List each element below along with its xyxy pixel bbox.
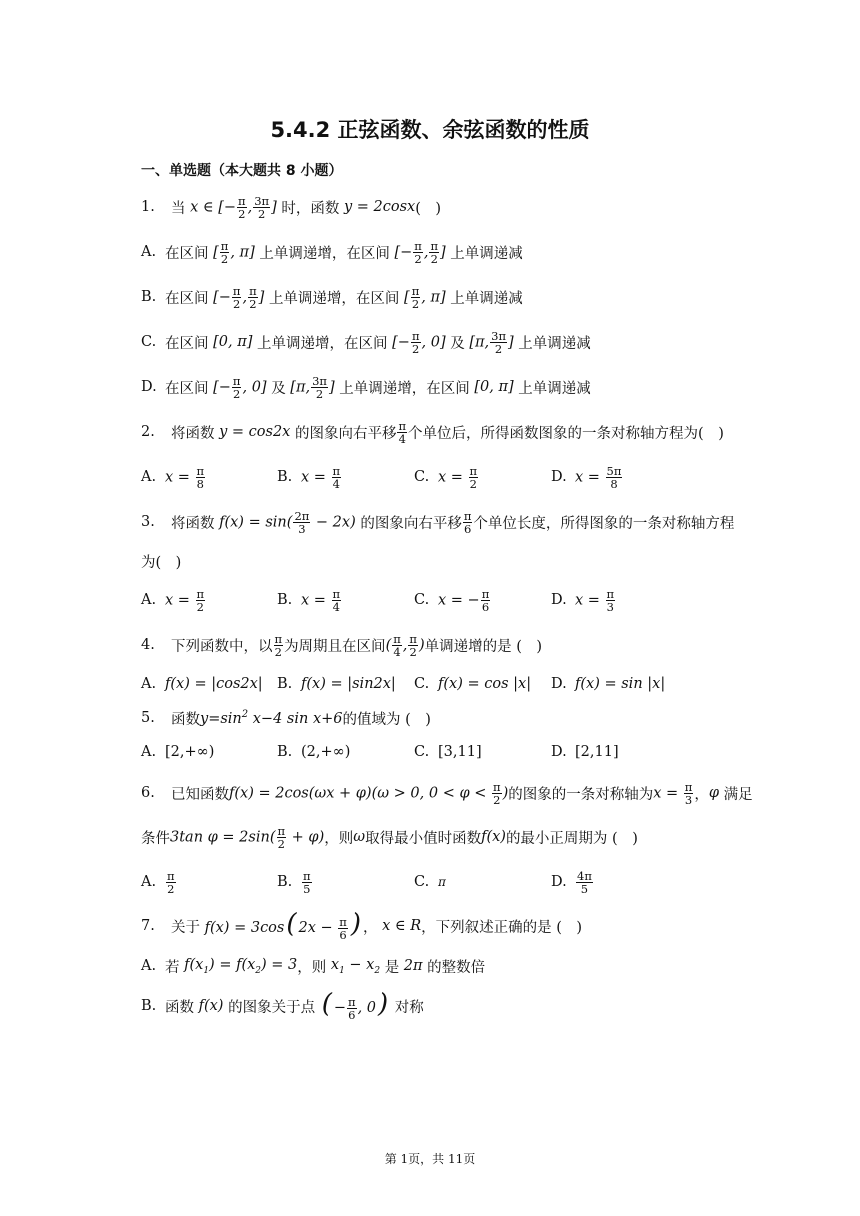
option-5c: C. [3,11] <box>414 744 482 760</box>
option-4a: A. f(x) = |cos2x| <box>141 676 263 692</box>
option-3b: B. x = $\frac{\pi}{4}$ <box>277 586 341 614</box>
question-6-cont: 条件 3tan φ = 2sin( $\frac{\pi}{2}$ + φ) ，则 ω 取得最小值时函数 f(x) 的最小正周期为 ( ) <box>141 823 638 851</box>
option-7b: B. 函数 f(x) 的图象关于点 ( − $\frac{\pi}{6}$ , 0) 对称 <box>141 989 424 1022</box>
option-1c: C. 在区间 [0, π] 上单调递增，在区间 [− $\frac{\pi}{2}$ , 0] 及 [π, $\frac{3\pi}{2}$ ] 上单调递减 <box>141 328 591 356</box>
option-5d: D. [2,11] <box>551 744 619 760</box>
question-2: 2. 将函数 y = cos2x 的图象向右平移 $\frac{\pi}{4}$ 个单位后，所得函数图象的一条对称轴方程为( ) <box>141 418 724 446</box>
option-4c: C. f(x) = cos |x| <box>414 676 532 692</box>
page-title: 5.4.2 正弦函数、余弦函数的性质 <box>270 118 590 142</box>
question-5: 5. 函数 $y=\sin^2$ x−4 sin x+6 的值域为 ( ) <box>141 709 431 728</box>
page-footer: 第 1页，共 11页 <box>384 1152 476 1166</box>
option-6c: C. π <box>414 874 446 890</box>
option-2c: C. x = $\frac{\pi}{2}$ <box>414 463 478 491</box>
option-1a: A. 在区间 [ $\frac{\pi}{2}$ , π] 上单调递增，在区间 [− $\frac{\pi}{2}$ , $\frac{\pi}{2}$ ] 上单调递减 <box>141 238 523 266</box>
option-5a: A. [2,+∞) <box>141 744 215 760</box>
section-heading: 一、单选题（本大题共 8 小题） <box>141 163 343 179</box>
option-7a: A. 若 $f(x_1) = f(x_2) = 3$ ，则 $x_1 - x_2$ 是 2π 的整数倍 <box>141 956 486 976</box>
option-6a: A. $\frac{\pi}{2}$ <box>141 868 175 896</box>
question-4: 4. 下列函数中，以 $\frac{\pi}{2}$ 为周期且在区间 ( $\frac{\pi}{4}$ , $\frac{\pi}{2}$ ) 单调递增的是 ( ) <box>141 631 543 659</box>
option-6b: B. $\frac{\pi}{5}$ <box>277 868 311 896</box>
question-3-cont: 为( ) <box>141 554 182 571</box>
option-2d: D. x = $\frac{5\pi}{8}$ <box>551 463 622 491</box>
option-3a: A. x = $\frac{\pi}{2}$ <box>141 586 205 614</box>
option-6d: D. $\frac{4\pi}{5}$ <box>551 868 592 896</box>
option-5b: B. (2,+∞) <box>277 744 351 760</box>
option-1b: B. 在区间 [− $\frac{\pi}{2}$ , $\frac{\pi}{2}$ ] 上单调递增，在区间 [ $\frac{\pi}{2}$ , π] 上单调递减 <box>141 283 523 311</box>
question-1: 1. 当 x ∈ [− $\frac{\pi}{2}$ , $\frac{3\pi}{2}$ ] 时，函数 y = 2cosx ( ) <box>141 193 442 221</box>
question-3: 3. 将函数 f(x) = sin( $\frac{2\pi}{3}$ − 2x) 的图象向右平移 $\frac{\pi}{6}$ 个单位长度，所得图象的一条对称轴方程 <box>141 508 735 536</box>
question-number: 1. <box>141 199 155 215</box>
option-2b: B. x = $\frac{\pi}{4}$ <box>277 463 341 491</box>
option-3d: D. x = $\frac{\pi}{3}$ <box>551 586 615 614</box>
option-2a: A. x = $\frac{\pi}{8}$ <box>141 463 205 491</box>
option-1d: D. 在区间 [− $\frac{\pi}{2}$ , 0] 及 [π, $\frac{3\pi}{2}$ ] 上单调递增，在区间 [0, π] 上单调递减 <box>141 373 591 401</box>
option-4b: B. f(x) = |sin2x| <box>277 676 396 692</box>
option-4d: D. f(x) = sin |x| <box>551 676 666 692</box>
question-7: 7. 关于 f(x) = 3cos( 2x − $\frac{\pi}{6}$ ) ， x ∈ R ，下列叙述正确的是 ( ) <box>141 909 583 942</box>
question-6: 6. 已知函数 f(x) = 2cos(ωx + φ)(ω > 0, 0 < φ < $\frac{\pi}{2}$ ) 的图象的一条对称轴为 x = $\frac{\pi}{3}$ ， φ 满足 <box>141 779 753 807</box>
option-3c: C. x = − $\frac{\pi}{6}$ <box>414 586 490 614</box>
